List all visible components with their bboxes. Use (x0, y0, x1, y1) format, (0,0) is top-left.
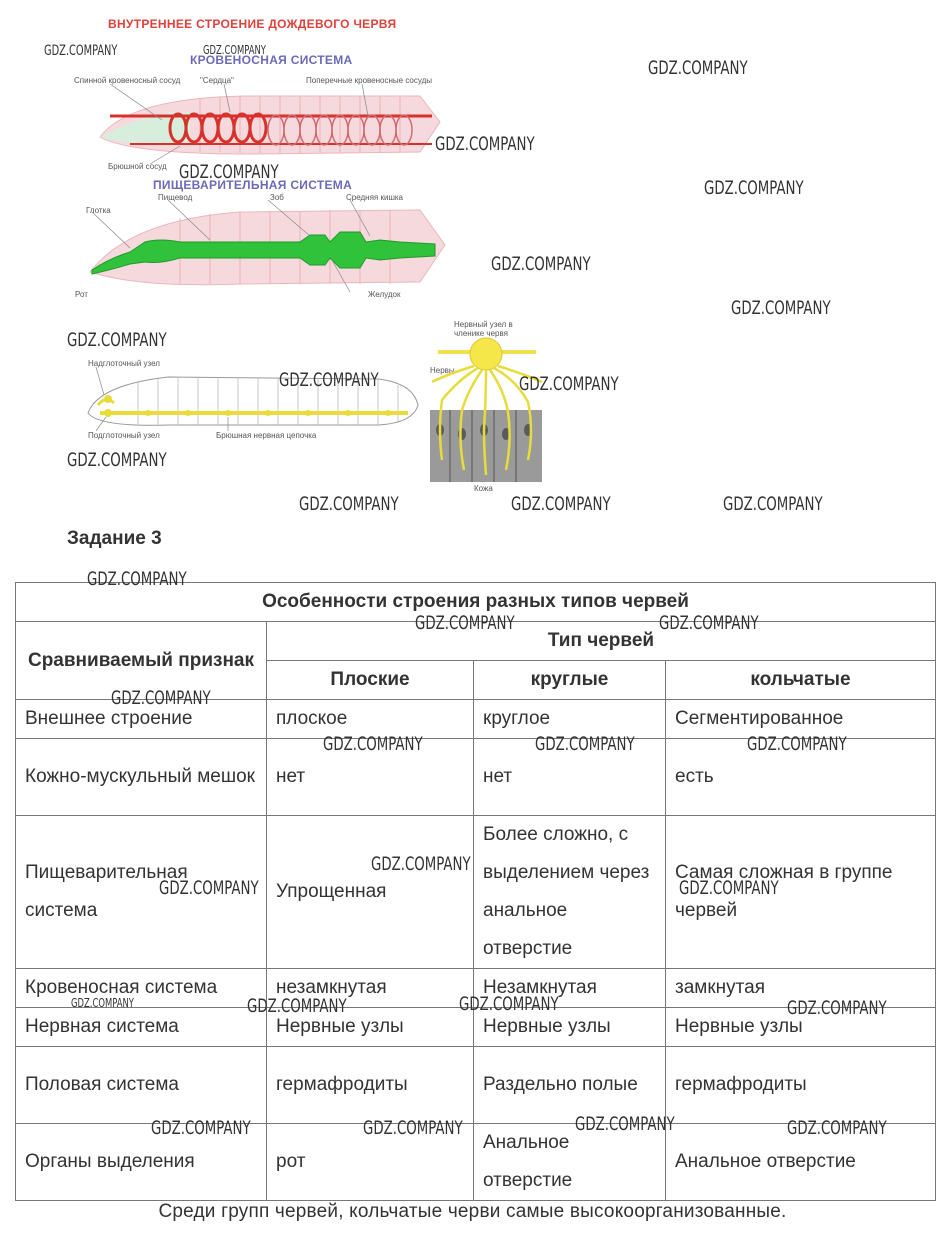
type-header: Тип червей (267, 622, 936, 661)
column-header-round: круглые (474, 661, 666, 700)
watermark: GDZ.COMPANY (71, 996, 134, 1010)
label-pharynx: Глотка (86, 206, 111, 215)
table-row (16, 1047, 936, 1124)
label-esophagus: Пищевод (158, 193, 193, 202)
watermark: GDZ.COMPANY (435, 133, 535, 155)
diagram-main-title: ВНУТРЕННЕЕ СТРОЕНИЕ ДОЖДЕВОГО ЧЕРВЯ (108, 17, 397, 31)
watermark: GDZ.COMPANY (203, 43, 266, 57)
watermark: GDZ.COMPANY (535, 733, 635, 755)
watermark: GDZ.COMPANY (67, 329, 167, 351)
cell-flat: Нервные узлы (267, 1008, 474, 1047)
digestive-system-diagram (70, 200, 455, 295)
cell-annelid: Самая сложная в группе червей (666, 816, 936, 969)
label-subesophageal: Подглоточный узел (88, 431, 160, 440)
cell-annelid: Анальное отверстие (666, 1124, 936, 1201)
row-feature: Пищеварительная система (16, 816, 267, 969)
watermark: GDZ.COMPANY (44, 43, 118, 59)
feature-header: Сравниваемый признак (16, 622, 267, 700)
cell-flat: нет (267, 739, 474, 816)
watermark: GDZ.COMPANY (247, 995, 347, 1017)
task-title: Задание 3 (67, 528, 162, 549)
label-transverse-vessels: Поперечные кровеносные сосуды (306, 76, 433, 85)
cell-round: круглое (474, 700, 666, 739)
watermark: GDZ.COMPANY (371, 853, 471, 875)
cell-flat: гермафродиты (267, 1047, 474, 1124)
watermark: GDZ.COMPANY (111, 687, 211, 709)
row-feature: Органы выделения (16, 1124, 267, 1201)
table-caption: Особенности строения разных типов червей (16, 583, 936, 622)
table-row (16, 816, 936, 969)
cell-round: Нервные узлы (474, 1008, 666, 1047)
watermark: GDZ.COMPANY (179, 161, 279, 183)
label-hearts: "Сердца" (200, 76, 234, 85)
conclusion-text: Среди групп червей, кольчатые черви самые высокоорганизованные. (158, 1201, 787, 1222)
watermark: GDZ.COMPANY (323, 733, 423, 755)
cell-annelid: Сегментированное (666, 700, 936, 739)
watermark: GDZ.COMPANY (787, 1117, 887, 1139)
label-skin: Кожа (474, 484, 493, 493)
watermark: GDZ.COMPANY (659, 612, 759, 634)
row-feature: Кожно-мускульный мешок (16, 739, 267, 816)
watermark: GDZ.COMPANY (415, 612, 515, 634)
label-midgut: Средняя кишка (346, 193, 403, 202)
label-nerves: Нервы (430, 366, 455, 375)
cell-round: Незамкнутая (474, 969, 666, 1008)
watermark: GDZ.COMPANY (723, 493, 823, 515)
ganglion-diagram (428, 330, 546, 485)
row-feature: Нервная система (16, 1008, 267, 1047)
worm-comparison-table (15, 582, 936, 1201)
watermark: GDZ.COMPANY (511, 493, 611, 515)
label-ventral-cord: Брюшная нервная цепочка (216, 431, 317, 440)
watermark: GDZ.COMPANY (159, 877, 259, 899)
label-mouth: Рот (75, 290, 88, 299)
watermark: GDZ.COMPANY (491, 253, 591, 275)
cell-round: Более сложно, с выделением через анальное отверстие (474, 816, 666, 969)
cell-round: Раздельно полые (474, 1047, 666, 1124)
watermark: GDZ.COMPANY (459, 993, 559, 1015)
cell-round: нет (474, 739, 666, 816)
cell-flat: незамкнутая (267, 969, 474, 1008)
watermark: GDZ.COMPANY (279, 369, 379, 391)
cell-annelid: Нервные узлы (666, 1008, 936, 1047)
cell-flat: Упрощенная (267, 816, 474, 969)
watermark: GDZ.COMPANY (67, 449, 167, 471)
digestive-title: ПИЩЕВАРИТЕЛЬНАЯ СИСТЕМА (153, 178, 353, 192)
label-dorsal-vessel: Спинной кровеносный сосуд (74, 76, 181, 85)
watermark: GDZ.COMPANY (575, 1113, 675, 1135)
label-supraesophageal: Надглоточный узел (88, 359, 160, 368)
label-gizzard: Желудок (368, 290, 401, 299)
column-header-flat: Плоские (267, 661, 474, 700)
column-header-annelid: кольчатые (666, 661, 936, 700)
watermark: GDZ.COMPANY (704, 177, 804, 199)
cell-annelid: гермафродиты (666, 1047, 936, 1124)
label-ventral-vessel: Брюшной сосуд (108, 162, 167, 171)
watermark: GDZ.COMPANY (648, 57, 748, 79)
watermark: GDZ.COMPANY (363, 1117, 463, 1139)
watermark: GDZ.COMPANY (519, 373, 619, 395)
circulatory-title: КРОВЕНОСНАЯ СИСТЕМА (190, 53, 353, 67)
row-feature: Кровеносная система (16, 969, 267, 1008)
label-ganglion: Нервный узел в членике червя (454, 320, 513, 338)
label-crop: Зоб (270, 193, 284, 202)
row-feature: Внешнее строение (16, 700, 267, 739)
watermark: GDZ.COMPANY (299, 493, 399, 515)
row-feature: Половая система (16, 1047, 267, 1124)
watermark: GDZ.COMPANY (87, 568, 187, 590)
watermark: GDZ.COMPANY (731, 297, 831, 319)
watermark: GDZ.COMPANY (747, 733, 847, 755)
cell-round: Анальное отверстие (474, 1124, 666, 1201)
watermark: GDZ.COMPANY (151, 1117, 251, 1139)
watermark: GDZ.COMPANY (787, 997, 887, 1019)
cell-annelid: замкнутая (666, 969, 936, 1008)
watermark: GDZ.COMPANY (679, 877, 779, 899)
cell-flat: плоское (267, 700, 474, 739)
cell-flat: рот (267, 1124, 474, 1201)
cell-annelid: есть (666, 739, 936, 816)
